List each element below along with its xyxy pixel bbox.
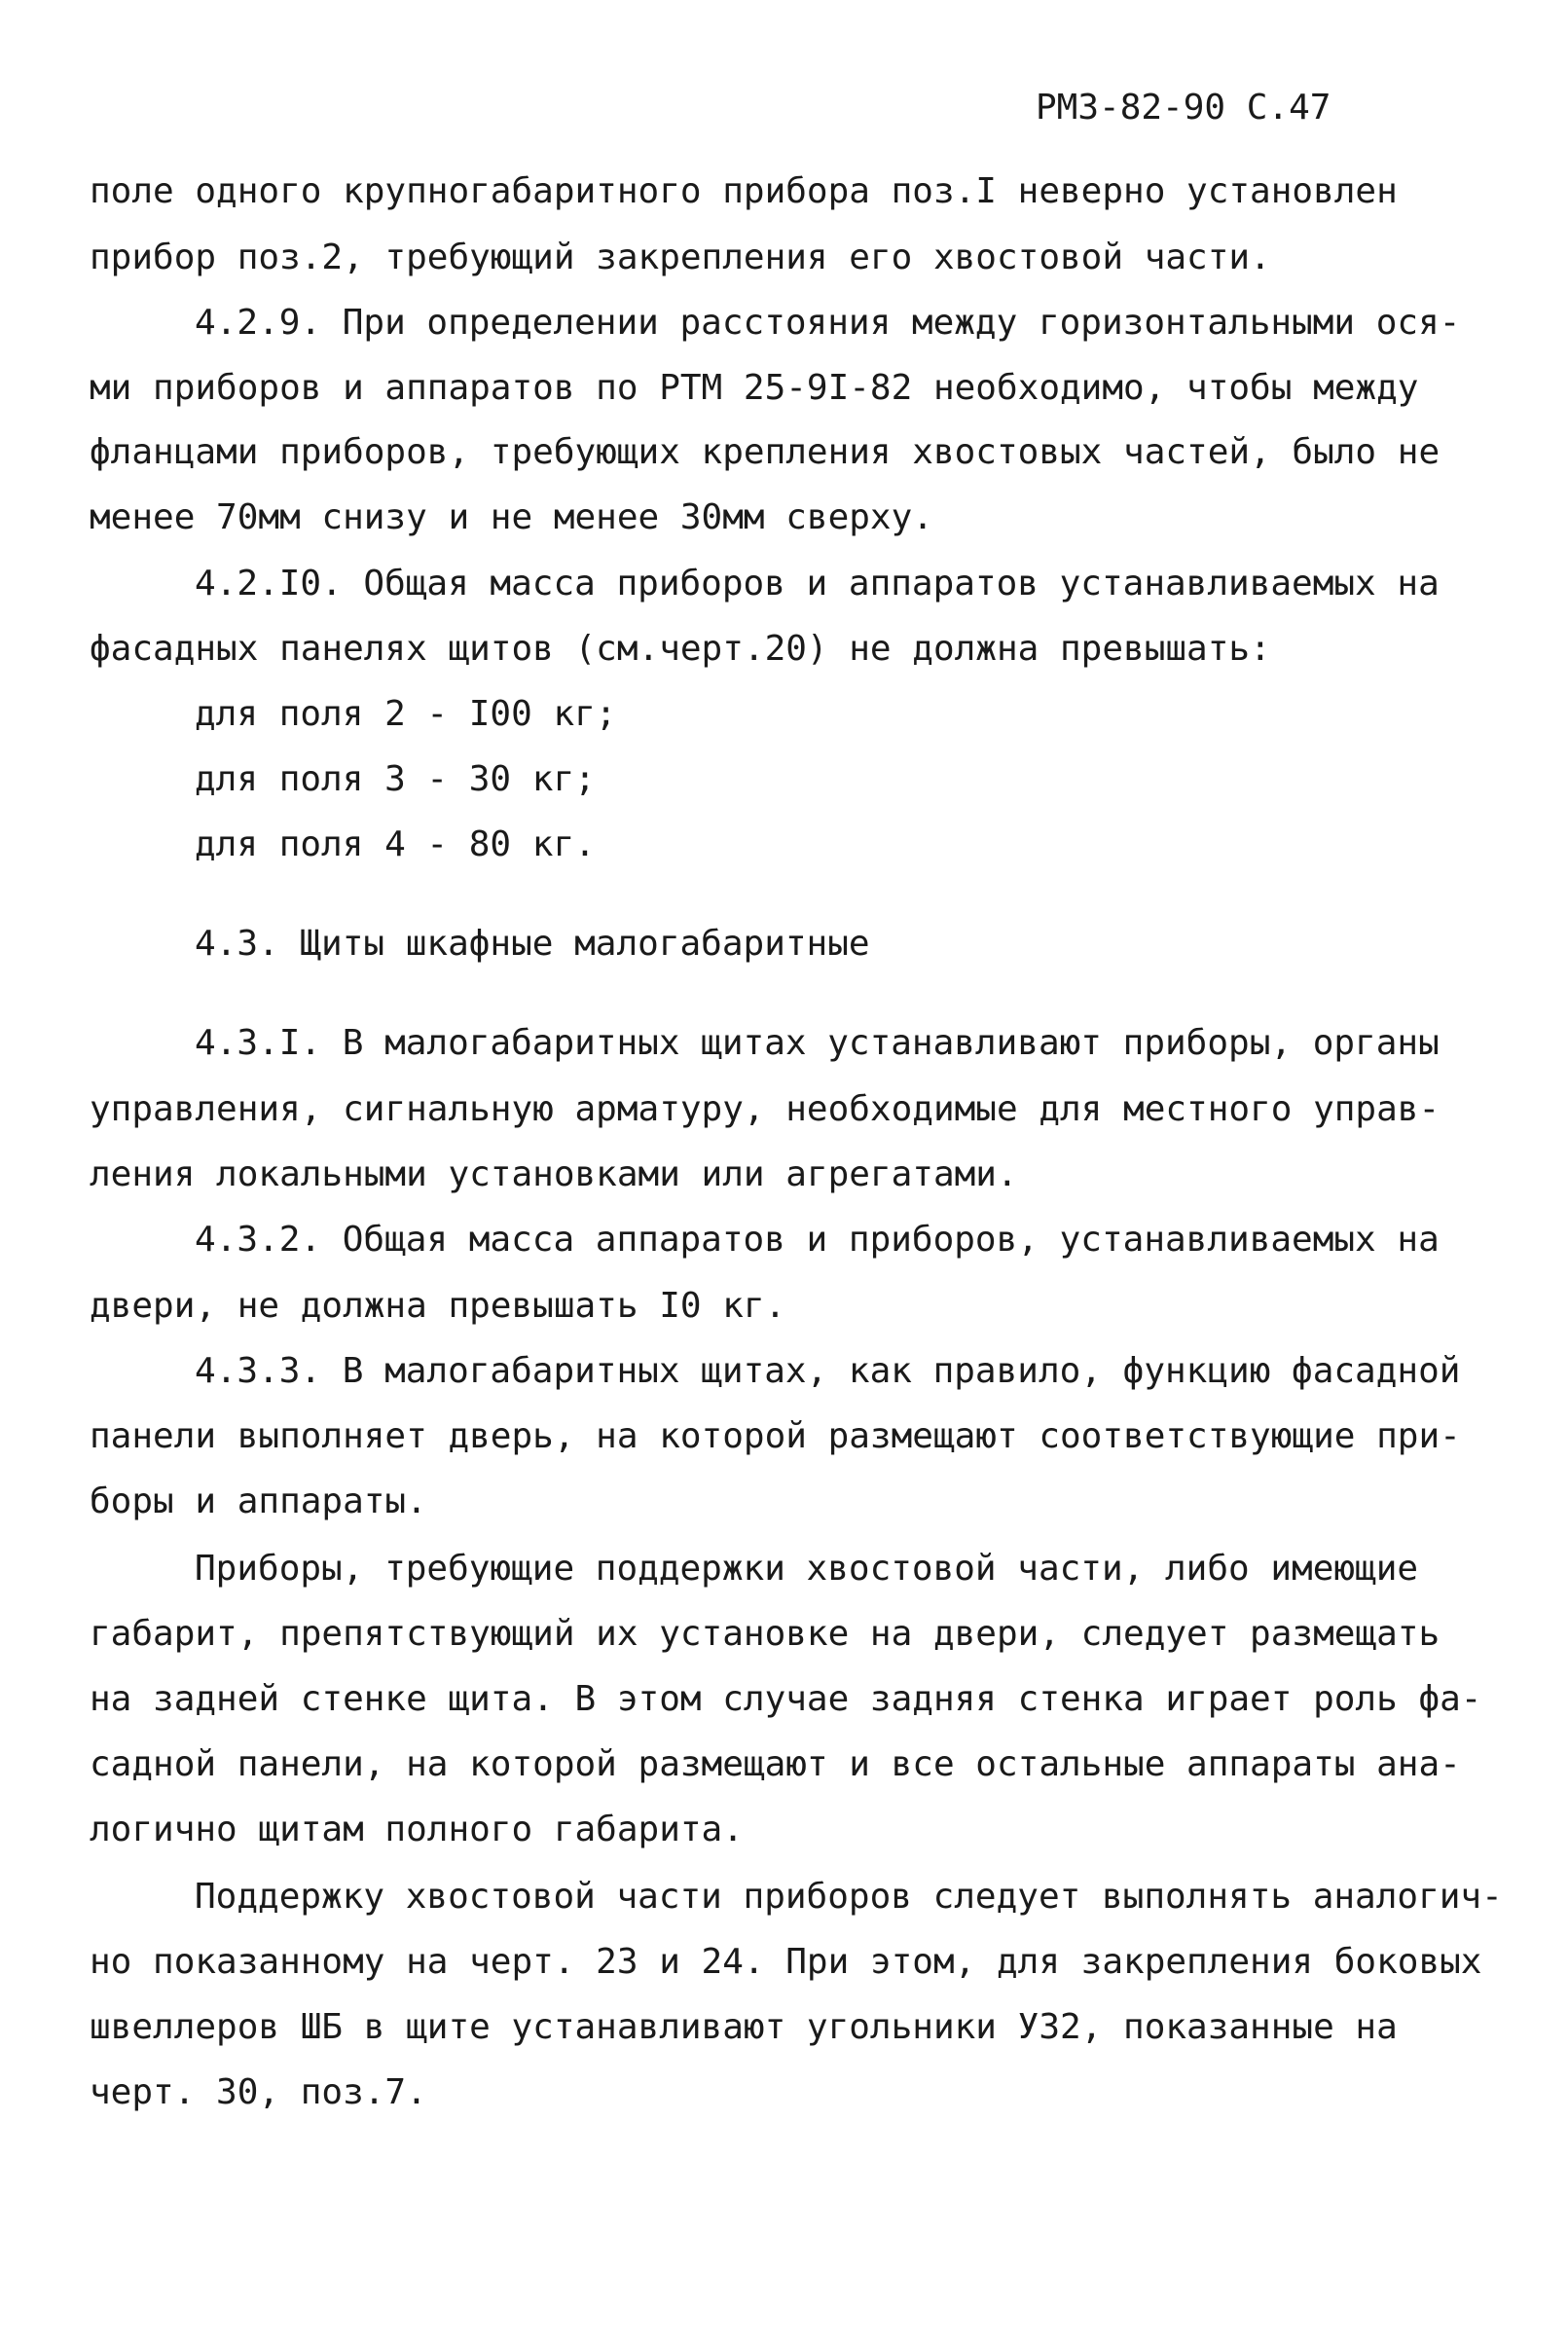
paragraph-devices: Приборы, требующие поддержки хвостовой части, либо имеющие — [195, 1549, 1419, 1589]
text-line: но показанному на черт. 23 и 24. При этом, для закрепления боковых — [90, 1942, 1482, 1982]
text-line: менее 70мм снизу и не менее 30мм сверху. — [90, 497, 933, 537]
page-header: РМ3-82-90 С.47 — [1036, 88, 1331, 128]
paragraph-4-2-9: 4.2.9. При определении расстояния между горизонтальными ося- — [195, 303, 1461, 343]
text-line: черт. 30, поз.7. — [90, 2072, 427, 2112]
paragraph-support: Поддержку хвостовой части приборов следует выполнять аналогич- — [195, 1877, 1503, 1917]
list-item: для поля 3 - 30 кг; — [195, 759, 596, 799]
text-line: ления локальными установками или агрегатами. — [90, 1154, 1018, 1194]
text-line: боры и аппараты. — [90, 1481, 427, 1521]
text-line: ми приборов и аппаратов по РТМ 25-9I-82 необходимо, чтобы между — [90, 368, 1419, 408]
paragraph-4-3-1: 4.3.I. В малогабаритных щитах устанавливают приборы, органы — [195, 1023, 1440, 1063]
list-item: для поля 2 - I00 кг; — [195, 694, 617, 734]
text-line: двери, не должна превышать I0 кг. — [90, 1286, 786, 1326]
text-line: прибор поз.2, требующий закрепления его хвостовой части. — [90, 238, 1271, 277]
text-line: поле одного крупногабаритного прибора поз.I неверно установлен — [90, 171, 1398, 211]
section-heading-4-3: 4.3. Щиты шкафные малогабаритные — [195, 924, 870, 964]
text-line: фланцами приборов, требующих крепления хвостовых частей, было не — [90, 432, 1440, 472]
paragraph-4-3-3: 4.3.3. В малогабаритных щитах, как правило, функцию фасадной — [195, 1351, 1461, 1391]
list-item: для поля 4 - 80 кг. — [195, 824, 596, 864]
text-line: фасадных панелях щитов (см.черт.20) не должна превышать: — [90, 629, 1271, 669]
text-line: швеллеров ШБ в щите устанавливают угольники У32, показанные на — [90, 2007, 1398, 2047]
paragraph-4-3-2: 4.3.2. Общая масса аппаратов и приборов, устанавливаемых на — [195, 1220, 1440, 1260]
text-line: логично щитам полного габарита. — [90, 1810, 744, 1849]
paragraph-4-2-10: 4.2.I0. Общая масса приборов и аппаратов устанавливаемых на — [195, 564, 1440, 604]
text-line: садной панели, на которой размещают и все остальные аппараты ана- — [90, 1744, 1461, 1784]
text-line: габарит, препятствующий их установке на двери, следует размещать — [90, 1614, 1440, 1654]
text-line: управления, сигнальную арматуру, необходимые для местного управ- — [90, 1089, 1440, 1129]
text-line: панели выполняет дверь, на которой размещают соответствующие при- — [90, 1416, 1461, 1456]
text-line: на задней стенке щита. В этом случае задняя стенка играет роль фа- — [90, 1679, 1482, 1719]
